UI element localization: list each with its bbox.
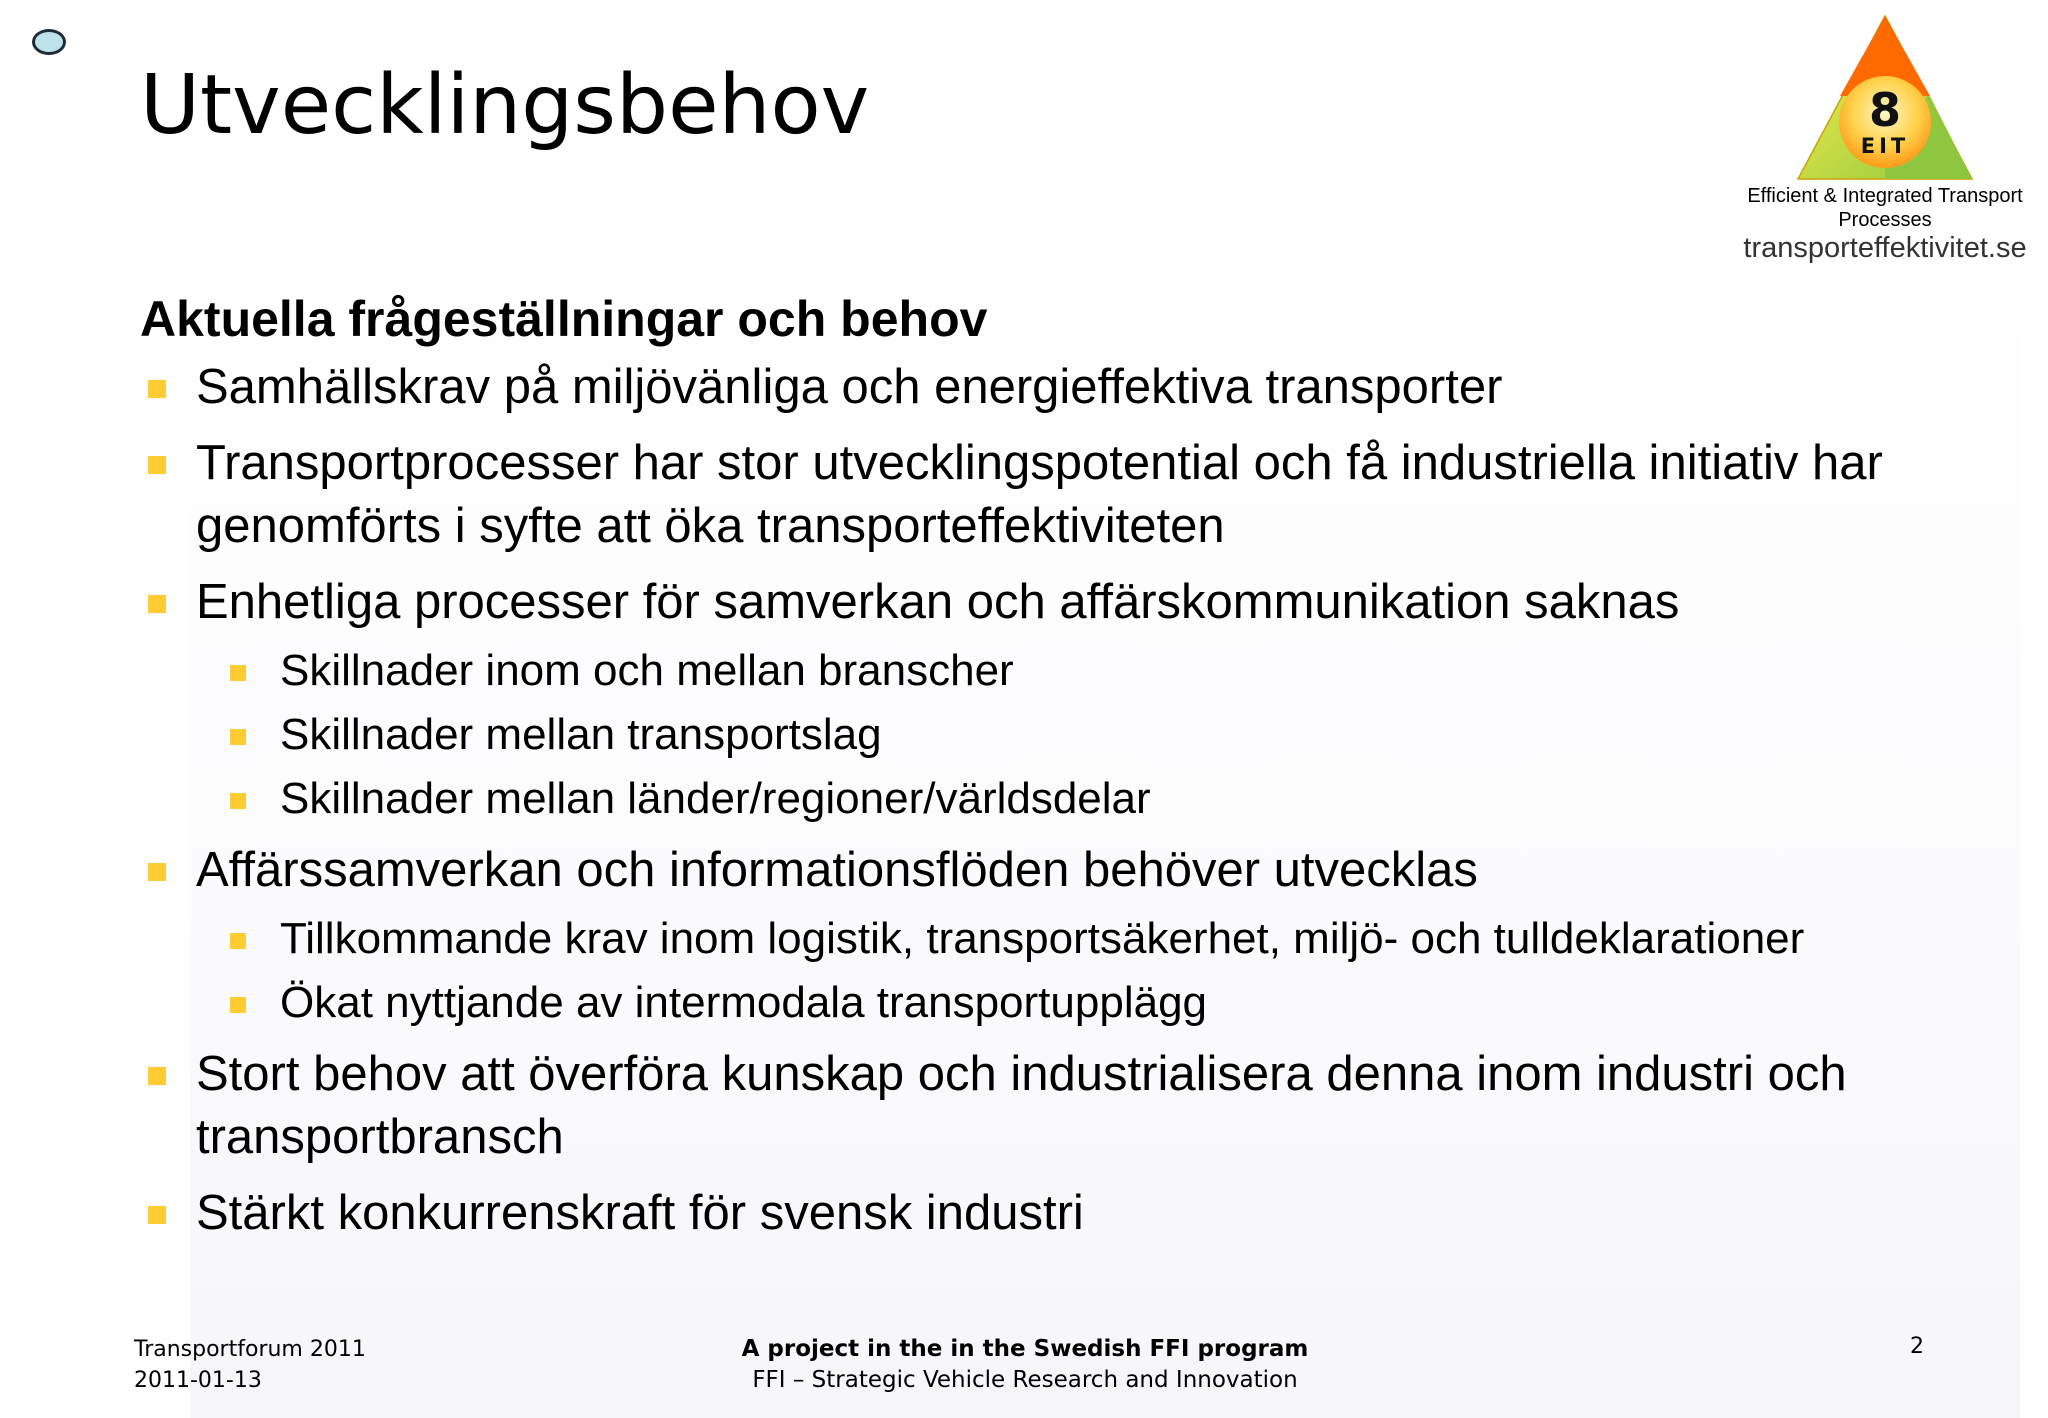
- eit-logo: [1740, 14, 2030, 274]
- eit-triangle-icon: [1790, 14, 1980, 184]
- bullet-text: Samhällskrav på miljövänliga och energieffektiva transporter: [196, 360, 1503, 414]
- square-bullet-icon: [148, 595, 166, 613]
- logo-url: transporteffektivitet.se: [1743, 232, 2027, 264]
- sub-bullet-item: [140, 771, 2000, 827]
- bullet-item: [140, 356, 2000, 419]
- logo-letters: EIT: [1860, 134, 1910, 158]
- bullet-item: [140, 432, 2000, 558]
- sub-bullet-text: Ökat nyttjande av intermodala transportupplägg: [280, 978, 1208, 1027]
- sub-bullet-item: [140, 643, 2000, 699]
- bullet-item: [140, 1182, 2000, 1245]
- ellipse-marker-icon: [32, 29, 66, 55]
- bullet-text: Stort behov att överföra kunskap och industrialisera denna inom industri och transportbransch: [196, 1047, 1847, 1164]
- sub-bullet-text: Tillkommande krav inom logistik, transportsäkerhet, miljö- och tulldeklarationer: [280, 914, 1805, 963]
- footer-project-line2: FFI – Strategic Vehicle Research and Innovation: [752, 1367, 1298, 1393]
- bullet-item: [140, 839, 2000, 902]
- bullet-item: [140, 1043, 2000, 1169]
- footer-left: [134, 1334, 366, 1396]
- square-bullet-icon: [148, 1067, 166, 1085]
- slide-content: [140, 284, 2000, 1258]
- square-bullet-icon: [230, 933, 246, 949]
- footer-project-line1: A project in the in the Swedish FFI program: [741, 1336, 1309, 1362]
- square-bullet-icon: [148, 1206, 166, 1224]
- sub-bullet-item: [140, 911, 2000, 967]
- bullet-text: Affärssamverkan och informationsflöden behöver utvecklas: [196, 843, 1478, 897]
- square-bullet-icon: [230, 665, 246, 681]
- logo-subtitle: Efficient & Integrated Transport Processes: [1747, 185, 2023, 231]
- bullet-text: Stärkt konkurrenskraft för svensk industri: [196, 1186, 1084, 1240]
- sub-bullet-text: Skillnader mellan länder/regioner/världsdelar: [280, 774, 1151, 823]
- square-bullet-icon: [230, 997, 246, 1013]
- page-number: 2: [1910, 1334, 1924, 1359]
- footer-center: [610, 1334, 1440, 1396]
- bullet-text: Enhetliga processer för samverkan och affärskommunikation saknas: [196, 575, 1680, 629]
- slide-title: Utvecklingsbehov: [140, 58, 870, 153]
- square-bullet-icon: [148, 863, 166, 881]
- sub-bullet-text: Skillnader inom och mellan branscher: [280, 646, 1014, 695]
- square-bullet-icon: [230, 729, 246, 745]
- sub-bullet-item: [140, 975, 2000, 1031]
- bullet-text: Transportprocesser har stor utvecklingspotential och få industriella initiativ har genomförts i syfte att öka transporteffektiviteten: [196, 436, 1883, 553]
- section-heading: Aktuella frågeställningar och behov: [140, 291, 988, 347]
- square-bullet-icon: [230, 793, 246, 809]
- square-bullet-icon: [148, 380, 166, 398]
- footer-date: 2011-01-13: [134, 1368, 262, 1393]
- sub-bullet-item: [140, 707, 2000, 763]
- footer-event: Transportforum 2011: [134, 1337, 366, 1362]
- bullet-item: [140, 571, 2000, 634]
- square-bullet-icon: [148, 456, 166, 474]
- logo-number: 8: [1868, 83, 1902, 137]
- sub-bullet-text: Skillnader mellan transportslag: [280, 710, 882, 759]
